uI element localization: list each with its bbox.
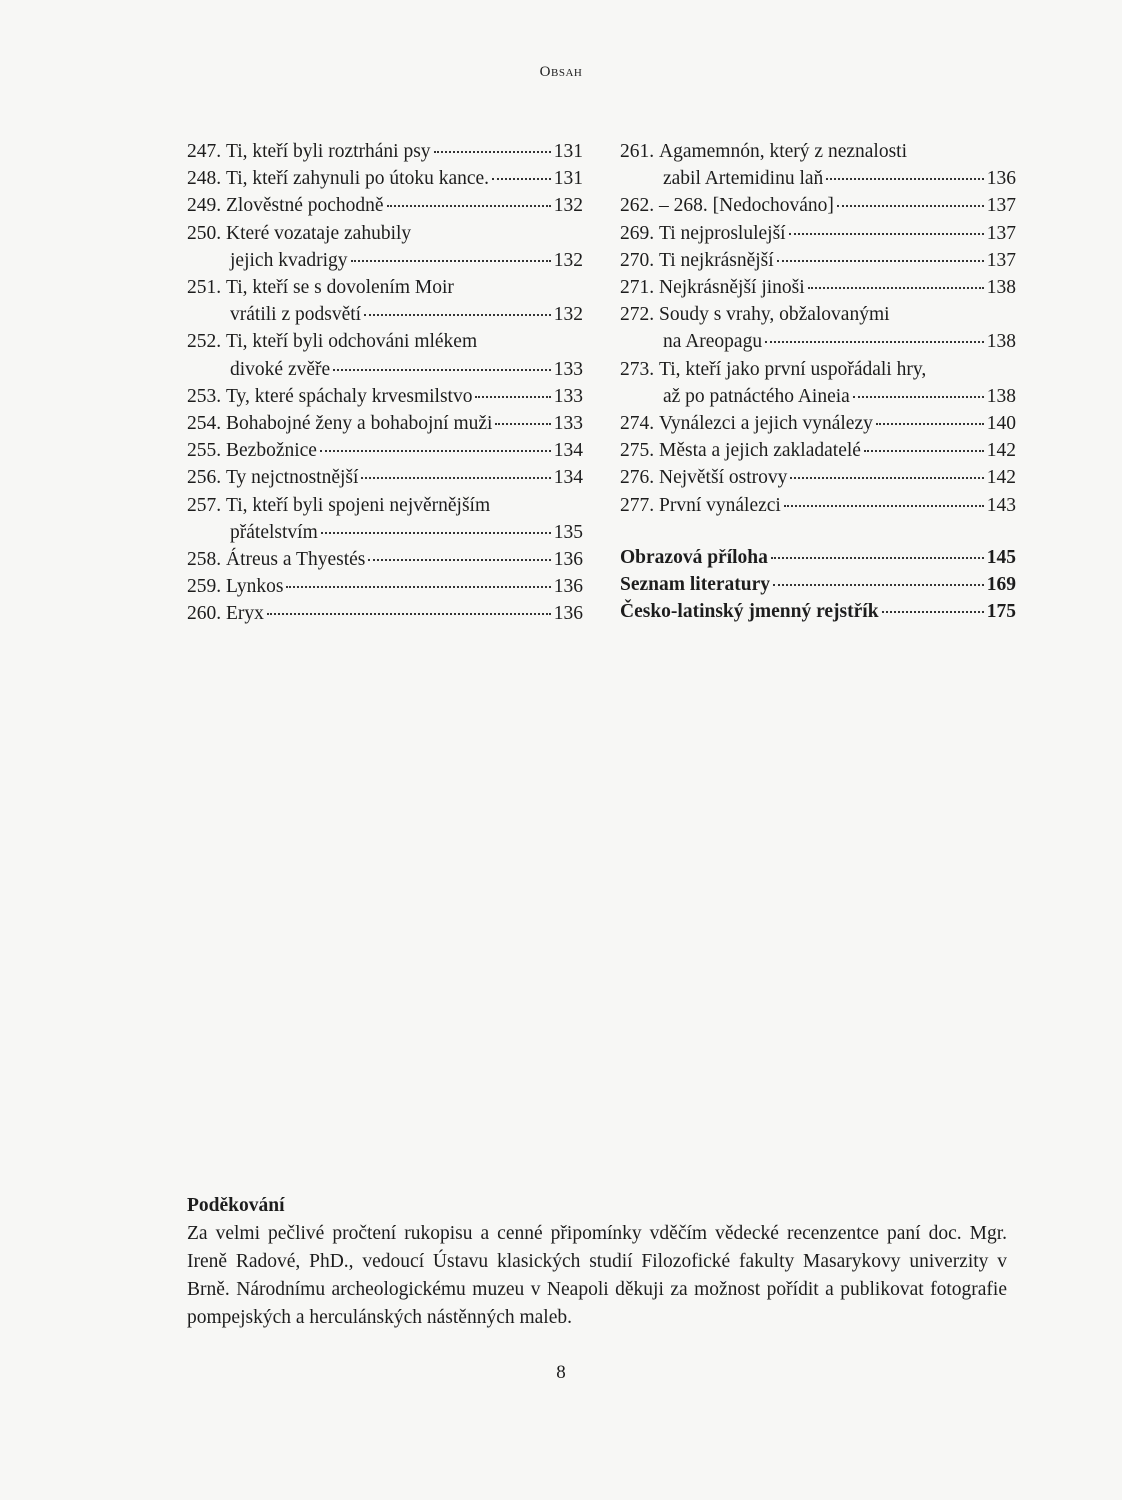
acknowledgement-heading: Poděkování [187,1195,285,1216]
toc-entry [187,600,583,627]
toc-entry-number: 277. [620,494,655,516]
toc-entry-page: 131 [553,141,583,162]
toc-entry-page: 133 [553,413,583,435]
toc-entry-page: 136 [553,603,583,625]
toc-entry-title: Ti, kteří jako první uspořádali hry, [659,358,927,380]
toc-entry-title: Bezbožnice [226,440,317,462]
dot-leader [267,612,551,615]
toc-entry-line [187,437,583,464]
toc-entry [187,573,583,600]
dot-leader [773,583,984,586]
toc-entry-page: 137 [986,249,1016,271]
toc-entry-line [187,356,583,383]
toc-entry-number: 250. [187,222,222,244]
toc-appendix-entry [620,598,1016,625]
toc-entry-title: Ti, kteří byli spojeni nejvěrnějším [226,494,491,516]
toc-entry [187,274,583,328]
toc-entry-line [187,519,583,546]
toc-entry-number: 270. [620,249,655,271]
dot-leader [364,313,551,316]
toc-entry-line [620,464,1016,491]
toc-entry-page: 137 [986,222,1016,244]
toc-entry-number: 248. [187,168,222,190]
toc-entry-number: 247. [187,141,222,162]
toc-entry-number: 258. [187,549,222,571]
toc-entry-line [187,165,583,192]
dot-leader [286,585,550,588]
toc-entry-page: 140 [986,413,1016,435]
toc-entry-title: Které vozataje zahubily [226,222,412,244]
dot-leader [495,422,550,425]
toc-entry [187,492,583,546]
toc-entry-title: Nejkrásnější jinoši [659,277,805,299]
toc-entry [620,464,1016,491]
dot-leader [784,504,984,507]
dot-leader [808,286,984,289]
toc-entry-line [187,247,583,274]
toc-entry-number: 253. [187,385,222,407]
toc-entry-number: 251. [187,277,222,299]
running-title: Obsah [539,64,583,80]
toc-entry-page: 132 [553,304,583,326]
toc-entry-title: Bohabojné ženy a bohabojní muži [226,413,493,435]
toc-entry-line [620,301,1016,328]
dot-leader [765,340,984,343]
toc-entry [620,274,1016,301]
toc-entry-title: Lynkos [226,576,284,598]
toc-entry [187,410,583,437]
toc-entry [187,546,583,573]
toc-entry-page: 132 [553,249,583,271]
toc-entry-line [187,220,583,247]
toc-entry-number: 262. [620,195,655,217]
toc-entry-title: Ti, kteří byli roztrháni psy [226,141,431,162]
toc-entry [187,138,583,165]
toc-entry [620,138,1016,192]
toc-entry-page: 134 [553,467,583,489]
toc-entry-number: 252. [187,331,222,353]
toc-right-entries [620,138,1016,519]
toc-entry-line [620,220,1016,247]
toc-entry-line [187,410,583,437]
toc-entry-title: Ti, kteří zahynuli po útoku kance. [226,168,490,190]
toc-entry-number: 275. [620,440,655,462]
dot-leader [361,476,550,479]
toc-entry-title: Města a jejich zakladatelé [659,440,861,462]
acknowledgement-text: Za velmi pečlivé pročtení rukopisu a cenné připomínky vděčím vědecké recenzentce paní doc. Mgr. Ireně Radové, PhD., vedoucí Ústavu klasických studií Filozofické fakulty Masarykovy univerzity v Brně. Národnímu archeologickému muzeu v Neapoli děkuji za možnost pořídit a publikovat fotografie pompejských a herculánských nástěnných maleb. [187,1223,1007,1328]
toc-entry-line [187,600,583,627]
dot-leader [321,531,551,534]
toc-appendix-title: Česko-latinský jmenný rejstřík [620,601,879,623]
toc-entry-line [620,138,1016,165]
toc-entry-line [187,546,583,573]
toc-entry-title: Ti nejkrásnější [659,249,774,271]
toc-entry-line [620,356,1016,383]
toc-entry [620,301,1016,355]
toc-entry-number: 249. [187,195,222,217]
toc-right-column [620,138,1016,625]
toc-entry-page: 136 [553,576,583,598]
toc-entry-title: zabil Artemidinu laň [663,168,824,190]
toc-entry-title: Vynálezci a jejich vynálezy [659,413,873,435]
toc-entry-number: 256. [187,467,222,489]
dot-leader [351,259,551,262]
dot-leader [826,177,983,180]
toc-entry-title: Ti nejproslulejší [659,222,786,244]
toc-entry-page: 136 [986,168,1016,190]
toc-entry-title: jejich kvadrigy [230,249,348,271]
toc-entry-line [187,492,583,519]
toc-entry-page: 142 [986,440,1016,462]
toc-entry-line [187,383,583,410]
toc-entry-title: Největší ostrovy [659,467,788,489]
toc-entry-line [187,274,583,301]
toc-entry-title: divoké zvěře [230,358,331,380]
acknowledgement-section [187,1192,1007,1332]
toc-entry-number: 257. [187,494,222,516]
toc-entry [620,220,1016,247]
toc-entry [187,383,583,410]
toc-entry-title: Ti, kteří byli odchováni mlékem [226,331,478,353]
toc-entry [620,192,1016,219]
toc-entry-line [187,328,583,355]
toc-entry-line [187,464,583,491]
toc-entry [187,165,583,192]
dot-leader [434,150,551,153]
toc-entry-line [187,301,583,328]
toc-entry-page: 132 [553,195,583,217]
dot-leader [320,449,551,452]
dot-leader [492,177,551,180]
toc-entry [187,328,583,382]
toc-entry-number: 271. [620,277,655,299]
toc-entry-title: přátelstvím [230,521,318,543]
toc-entry-page: 133 [553,358,583,380]
toc-entry [187,464,583,491]
toc-entry-line [187,573,583,600]
dot-leader [790,476,983,479]
toc-appendix-entry [620,571,1016,598]
toc-entry-line [187,192,583,219]
dot-leader [876,422,984,425]
toc-appendix-page: 169 [986,574,1016,596]
toc-entry-line [620,492,1016,519]
toc-entry-number: 273. [620,358,655,380]
toc-entry [620,437,1016,464]
toc-entry-number: 260. [187,603,222,625]
toc-entry-line [620,247,1016,274]
toc-entry-title: Átreus a Thyestés [226,549,366,571]
toc-entry [187,192,583,219]
toc-entry-page: 131 [553,168,583,190]
toc-entry-title: na Areopagu [663,331,763,353]
toc-entry-number: 274. [620,413,655,435]
toc-entry-number: 254. [187,413,222,435]
toc-appendix-entries [620,544,1016,626]
toc-entry-line [620,383,1016,410]
toc-entry-title: Ty nejctnostnější [226,467,359,489]
dot-leader [333,368,551,371]
toc-entry-number: 259. [187,576,222,598]
toc-entry-line [620,165,1016,192]
toc-entry-page: 137 [986,195,1016,217]
toc-entry [187,220,583,274]
toc-entry-number: 255. [187,440,222,462]
toc-entry-title: až po patnáctého Aineia [663,385,850,407]
dot-leader [387,204,551,207]
toc-entry-number: 276. [620,467,655,489]
toc-entry-page: 138 [986,277,1016,299]
dot-leader [864,449,984,452]
toc-entry-line [620,328,1016,355]
toc-entry-number: 272. [620,304,655,326]
toc-entry-page: 142 [986,467,1016,489]
dot-leader [837,204,984,207]
toc-appendix-title: Obrazová příloha [620,546,768,568]
toc-entry-page: 138 [986,385,1016,407]
toc-entry-line [620,192,1016,219]
toc-entry-title: vrátili z podsvětí [230,304,362,326]
dot-leader [853,395,984,398]
toc-entry [620,410,1016,437]
toc-entry-title: – 268. [Nedochováno] [659,195,834,217]
toc-entry-title: První vynálezci [659,494,781,516]
toc-appendix-page: 175 [986,601,1016,623]
toc-entry-title: Eryx [226,603,264,625]
toc-entry-title: Ty, které spáchaly krvesmilstvo [226,385,473,407]
toc-entry [620,247,1016,274]
toc-entry-page: 134 [553,440,583,462]
toc-entry [620,492,1016,519]
toc-entry-title: Agamemnón, který z neznalosti [659,141,908,162]
toc-entry-line [620,410,1016,437]
toc-entry-number: 269. [620,222,655,244]
toc-entry-title: Ti, kteří se s dovolením Moir [226,277,454,299]
toc-entry-page: 133 [553,385,583,407]
toc-entry-number: 261. [620,141,655,162]
dot-leader [475,395,550,398]
dot-leader [777,259,984,262]
toc-entry-title: Soudy s vrahy, obžalovanými [659,304,890,326]
dot-leader [368,558,550,561]
toc-entry-line [620,437,1016,464]
toc-entry-line [187,138,583,165]
toc-appendix-entry [620,544,1016,571]
page-number: 8 [556,1362,566,1383]
toc-entry [187,437,583,464]
toc-entry-page: 143 [986,494,1016,516]
toc-entry-title: Zlověstné pochodně [226,195,384,217]
toc-appendix-title: Seznam literatury [620,574,771,596]
toc-entry-line [620,274,1016,301]
toc-entry-page: 135 [553,521,583,543]
dot-leader [789,232,984,235]
toc-entry-page: 136 [553,549,583,571]
toc-appendix-page: 145 [986,546,1016,568]
toc-entry-page: 138 [986,331,1016,353]
dot-leader [882,610,984,613]
toc-entry [620,356,1016,410]
dot-leader [771,556,984,559]
toc-left-column [187,138,583,628]
